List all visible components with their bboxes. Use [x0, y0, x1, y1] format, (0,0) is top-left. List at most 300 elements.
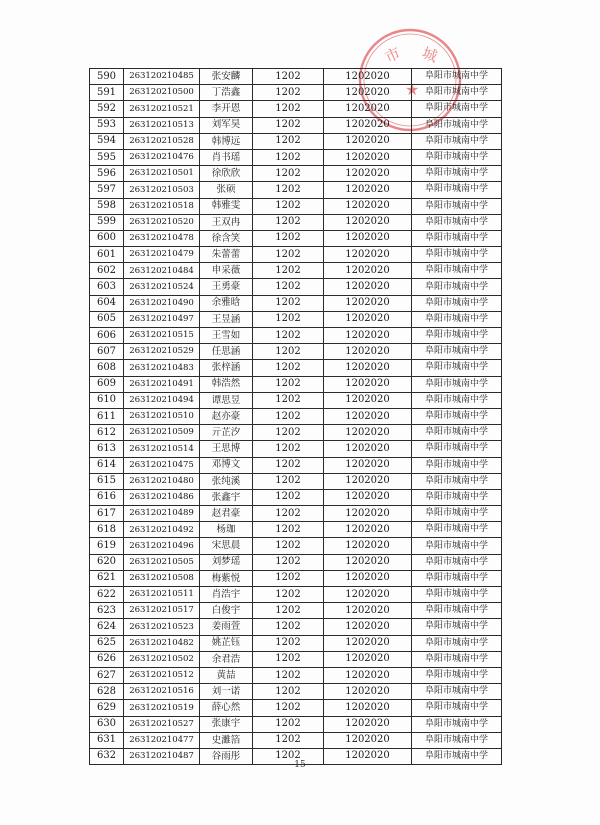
row-code-cell: 1202 — [253, 182, 324, 198]
row-school-cell: 阜阳市城南中学 — [412, 473, 502, 489]
table-row — [90, 473, 502, 489]
row-subcode-cell: 1202020 — [324, 182, 412, 198]
row-seq-cell: 631 — [90, 732, 124, 748]
roster-body — [90, 69, 502, 765]
row-seq-cell: 620 — [90, 554, 124, 570]
row-school-cell: 阜阳市城南中学 — [412, 279, 502, 295]
table-row — [90, 538, 502, 554]
page-number: 15 — [294, 760, 306, 770]
row-seq-cell: 618 — [90, 522, 124, 538]
row-code-cell: 1202 — [253, 279, 324, 295]
row-seq-cell: 611 — [90, 408, 124, 424]
row-subcode-cell: 1202020 — [324, 311, 412, 327]
row-school-cell: 阜阳市城南中学 — [412, 700, 502, 716]
row-code-cell: 1202 — [253, 360, 324, 376]
row-id-cell: 263120210510 — [124, 408, 200, 424]
row-subcode-cell: 1202020 — [324, 667, 412, 683]
row-subcode-cell: 1202020 — [324, 295, 412, 311]
svg-text:市: 市 — [382, 43, 404, 67]
row-name-cell: 韩浩然 — [200, 376, 253, 392]
table-row — [90, 554, 502, 570]
row-code-cell: 1202 — [253, 700, 324, 716]
row-name-cell: 刘军昊 — [200, 117, 253, 133]
row-subcode-cell: 1202020 — [324, 603, 412, 619]
row-name-cell: 宋思晨 — [200, 538, 253, 554]
row-school-cell: 阜阳市城南中学 — [412, 311, 502, 327]
row-seq-cell: 619 — [90, 538, 124, 554]
row-id-cell: 263120210524 — [124, 279, 200, 295]
row-id-cell: 263120210511 — [124, 587, 200, 603]
row-seq-cell: 595 — [90, 149, 124, 165]
row-code-cell: 1202 — [253, 667, 324, 683]
row-school-cell: 阜阳市城南中学 — [412, 149, 502, 165]
row-seq-cell: 629 — [90, 700, 124, 716]
row-id-cell: 263120210482 — [124, 635, 200, 651]
row-school-cell: 阜阳市城南中学 — [412, 619, 502, 635]
row-school-cell: 阜阳市城南中学 — [412, 182, 502, 198]
row-school-cell: 阜阳市城南中学 — [412, 570, 502, 586]
table-row — [90, 425, 502, 441]
row-subcode-cell: 1202020 — [324, 522, 412, 538]
table-row — [90, 133, 502, 149]
row-code-cell: 1202 — [253, 328, 324, 344]
row-subcode-cell: 1202020 — [324, 619, 412, 635]
row-id-cell: 263120210503 — [124, 182, 200, 198]
row-code-cell: 1202 — [253, 263, 324, 279]
row-name-cell: 李开恩 — [200, 101, 253, 117]
row-seq-cell: 601 — [90, 247, 124, 263]
row-seq-cell: 632 — [90, 748, 124, 764]
row-id-cell: 263120210486 — [124, 489, 200, 505]
table-row — [90, 587, 502, 603]
row-subcode-cell: 1202020 — [324, 279, 412, 295]
row-name-cell: 徐欣欣 — [200, 166, 253, 182]
row-id-cell: 263120210490 — [124, 295, 200, 311]
table-row — [90, 149, 502, 165]
table-row — [90, 344, 502, 360]
table-row — [90, 295, 502, 311]
row-name-cell: 张康宇 — [200, 716, 253, 732]
row-subcode-cell: 1202020 — [324, 117, 412, 133]
row-seq-cell: 592 — [90, 101, 124, 117]
row-school-cell: 阜阳市城南中学 — [412, 603, 502, 619]
row-id-cell: 263120210518 — [124, 198, 200, 214]
row-school-cell: 阜阳市城南中学 — [412, 392, 502, 408]
table-row — [90, 392, 502, 408]
row-name-cell: 丁浩鑫 — [200, 85, 253, 101]
row-code-cell: 1202 — [253, 457, 324, 473]
row-code-cell: 1202 — [253, 651, 324, 667]
row-name-cell: 姚芷钰 — [200, 635, 253, 651]
row-code-cell: 1202 — [253, 101, 324, 117]
row-name-cell: 肖书瑶 — [200, 149, 253, 165]
row-code-cell: 1202 — [253, 441, 324, 457]
row-school-cell: 阜阳市城南中学 — [412, 716, 502, 732]
table-row — [90, 700, 502, 716]
row-name-cell: 王雪如 — [200, 328, 253, 344]
row-school-cell: 阜阳市城南中学 — [412, 360, 502, 376]
row-subcode-cell: 1202020 — [324, 263, 412, 279]
table-row — [90, 117, 502, 133]
row-seq-cell: 597 — [90, 182, 124, 198]
row-seq-cell: 621 — [90, 570, 124, 586]
row-code-cell: 1202 — [253, 538, 324, 554]
row-subcode-cell: 1202020 — [324, 457, 412, 473]
row-seq-cell: 623 — [90, 603, 124, 619]
table-row — [90, 635, 502, 651]
row-seq-cell: 599 — [90, 214, 124, 230]
row-subcode-cell: 1202020 — [324, 748, 412, 764]
row-subcode-cell: 1202020 — [324, 635, 412, 651]
row-id-cell: 263120210485 — [124, 69, 200, 85]
row-name-cell: 余雅晗 — [200, 295, 253, 311]
row-name-cell: 白俊宇 — [200, 603, 253, 619]
row-code-cell: 1202 — [253, 198, 324, 214]
row-school-cell: 阜阳市城南中学 — [412, 408, 502, 424]
row-subcode-cell: 1202020 — [324, 489, 412, 505]
row-id-cell: 263120210521 — [124, 101, 200, 117]
table-row — [90, 247, 502, 263]
table-row — [90, 182, 502, 198]
row-school-cell: 阜阳市城南中学 — [412, 538, 502, 554]
row-id-cell: 263120210527 — [124, 716, 200, 732]
row-seq-cell: 617 — [90, 506, 124, 522]
row-name-cell: 赵亦豪 — [200, 408, 253, 424]
row-subcode-cell: 1202020 — [324, 85, 412, 101]
row-name-cell: 刘梦瑶 — [200, 554, 253, 570]
row-name-cell: 姜雨萱 — [200, 619, 253, 635]
row-id-cell: 263120210477 — [124, 732, 200, 748]
row-school-cell: 阜阳市城南中学 — [412, 230, 502, 246]
row-seq-cell: 612 — [90, 425, 124, 441]
row-name-cell: 任思涵 — [200, 344, 253, 360]
row-school-cell: 阜阳市城南中学 — [412, 684, 502, 700]
row-seq-cell: 591 — [90, 85, 124, 101]
row-subcode-cell: 1202020 — [324, 230, 412, 246]
row-code-cell: 1202 — [253, 230, 324, 246]
row-code-cell: 1202 — [253, 748, 324, 764]
row-code-cell: 1202 — [253, 716, 324, 732]
row-school-cell: 阜阳市城南中学 — [412, 441, 502, 457]
row-id-cell: 263120210523 — [124, 619, 200, 635]
table-row — [90, 506, 502, 522]
row-code-cell: 1202 — [253, 69, 324, 85]
table-row — [90, 489, 502, 505]
table-row — [90, 328, 502, 344]
row-id-cell: 263120210491 — [124, 376, 200, 392]
row-name-cell: 梅紫悦 — [200, 570, 253, 586]
row-seq-cell: 594 — [90, 133, 124, 149]
row-name-cell: 谭思昱 — [200, 392, 253, 408]
row-id-cell: 263120210487 — [124, 748, 200, 764]
row-seq-cell: 630 — [90, 716, 124, 732]
row-school-cell: 阜阳市城南中学 — [412, 69, 502, 85]
row-id-cell: 263120210501 — [124, 166, 200, 182]
row-subcode-cell: 1202020 — [324, 587, 412, 603]
row-school-cell: 阜阳市城南中学 — [412, 635, 502, 651]
row-name-cell: 刘一诺 — [200, 684, 253, 700]
table-row — [90, 570, 502, 586]
row-school-cell: 阜阳市城南中学 — [412, 214, 502, 230]
table-row — [90, 311, 502, 327]
row-school-cell: 阜阳市城南中学 — [412, 295, 502, 311]
row-seq-cell: 602 — [90, 263, 124, 279]
table-row — [90, 667, 502, 683]
row-seq-cell: 603 — [90, 279, 124, 295]
row-subcode-cell: 1202020 — [324, 360, 412, 376]
row-subcode-cell: 1202020 — [324, 344, 412, 360]
row-id-cell: 263120210475 — [124, 457, 200, 473]
row-id-cell: 263120210502 — [124, 651, 200, 667]
row-seq-cell: 627 — [90, 667, 124, 683]
row-id-cell: 263120210519 — [124, 700, 200, 716]
row-id-cell: 263120210515 — [124, 328, 200, 344]
row-id-cell: 263120210529 — [124, 344, 200, 360]
row-code-cell: 1202 — [253, 425, 324, 441]
row-seq-cell: 613 — [90, 441, 124, 457]
row-seq-cell: 598 — [90, 198, 124, 214]
row-seq-cell: 605 — [90, 311, 124, 327]
row-seq-cell: 600 — [90, 230, 124, 246]
table-row — [90, 603, 502, 619]
row-name-cell: 王勇豪 — [200, 279, 253, 295]
row-id-cell: 263120210497 — [124, 311, 200, 327]
row-subcode-cell: 1202020 — [324, 198, 412, 214]
table-row — [90, 522, 502, 538]
row-id-cell: 263120210517 — [124, 603, 200, 619]
row-name-cell: 薛心然 — [200, 700, 253, 716]
row-seq-cell: 626 — [90, 651, 124, 667]
table-row — [90, 101, 502, 117]
row-subcode-cell: 1202020 — [324, 732, 412, 748]
row-subcode-cell: 1202020 — [324, 214, 412, 230]
table-row — [90, 376, 502, 392]
row-subcode-cell: 1202020 — [324, 651, 412, 667]
table-row — [90, 360, 502, 376]
row-code-cell: 1202 — [253, 522, 324, 538]
svg-text:★: ★ — [405, 80, 420, 99]
row-school-cell: 阜阳市城南中学 — [412, 344, 502, 360]
row-code-cell: 1202 — [253, 149, 324, 165]
row-school-cell: 阜阳市城南中学 — [412, 425, 502, 441]
row-subcode-cell: 1202020 — [324, 716, 412, 732]
row-code-cell: 1202 — [253, 732, 324, 748]
row-name-cell: 王思博 — [200, 441, 253, 457]
row-seq-cell: 624 — [90, 619, 124, 635]
row-school-cell: 阜阳市城南中学 — [412, 457, 502, 473]
row-seq-cell: 614 — [90, 457, 124, 473]
row-id-cell: 263120210509 — [124, 425, 200, 441]
row-subcode-cell: 1202020 — [324, 247, 412, 263]
table-row — [90, 166, 502, 182]
row-school-cell: 阜阳市城南中学 — [412, 667, 502, 683]
row-name-cell: 张鑫宇 — [200, 489, 253, 505]
row-school-cell: 阜阳市城南中学 — [412, 587, 502, 603]
row-school-cell: 阜阳市城南中学 — [412, 732, 502, 748]
row-code-cell: 1202 — [253, 247, 324, 263]
row-code-cell: 1202 — [253, 117, 324, 133]
row-name-cell: 余君浩 — [200, 651, 253, 667]
row-code-cell: 1202 — [253, 166, 324, 182]
row-subcode-cell: 1202020 — [324, 408, 412, 424]
row-school-cell: 阜阳市城南中学 — [412, 506, 502, 522]
row-school-cell: 阜阳市城南中学 — [412, 489, 502, 505]
table-row — [90, 198, 502, 214]
row-code-cell: 1202 — [253, 392, 324, 408]
row-id-cell: 263120210505 — [124, 554, 200, 570]
row-name-cell: 史濉箔 — [200, 732, 253, 748]
row-code-cell: 1202 — [253, 506, 324, 522]
row-school-cell: 阜阳市城南中学 — [412, 85, 502, 101]
row-id-cell: 263120210512 — [124, 667, 200, 683]
row-subcode-cell: 1202020 — [324, 554, 412, 570]
row-school-cell: 阜阳市城南中学 — [412, 263, 502, 279]
row-code-cell: 1202 — [253, 311, 324, 327]
table-row — [90, 263, 502, 279]
row-name-cell: 邓博文 — [200, 457, 253, 473]
table-row — [90, 441, 502, 457]
row-id-cell: 263120210489 — [124, 506, 200, 522]
row-code-cell: 1202 — [253, 214, 324, 230]
svg-text:城: 城 — [419, 43, 440, 66]
row-code-cell: 1202 — [253, 133, 324, 149]
row-id-cell: 263120210483 — [124, 360, 200, 376]
row-seq-cell: 606 — [90, 328, 124, 344]
row-school-cell: 阜阳市城南中学 — [412, 198, 502, 214]
row-seq-cell: 628 — [90, 684, 124, 700]
row-subcode-cell: 1202020 — [324, 570, 412, 586]
row-school-cell: 阜阳市城南中学 — [412, 133, 502, 149]
table-row — [90, 279, 502, 295]
row-code-cell: 1202 — [253, 473, 324, 489]
row-code-cell: 1202 — [253, 376, 324, 392]
row-subcode-cell: 1202020 — [324, 149, 412, 165]
row-name-cell: 韩博远 — [200, 133, 253, 149]
row-code-cell: 1202 — [253, 635, 324, 651]
row-name-cell: 黄喆 — [200, 667, 253, 683]
row-code-cell: 1202 — [253, 587, 324, 603]
row-id-cell: 263120210480 — [124, 473, 200, 489]
row-name-cell: 韩雅雯 — [200, 198, 253, 214]
row-subcode-cell: 1202020 — [324, 133, 412, 149]
row-seq-cell: 590 — [90, 69, 124, 85]
row-name-cell: 王双冉 — [200, 214, 253, 230]
row-seq-cell: 607 — [90, 344, 124, 360]
row-code-cell: 1202 — [253, 570, 324, 586]
table-row — [90, 732, 502, 748]
row-name-cell: 谷雨彤 — [200, 748, 253, 764]
row-subcode-cell: 1202020 — [324, 166, 412, 182]
row-name-cell: 朱蕾蕾 — [200, 247, 253, 263]
row-code-cell: 1202 — [253, 408, 324, 424]
row-subcode-cell: 1202020 — [324, 101, 412, 117]
row-subcode-cell: 1202020 — [324, 506, 412, 522]
row-seq-cell: 609 — [90, 376, 124, 392]
row-subcode-cell: 1202020 — [324, 700, 412, 716]
row-name-cell: 张纯溪 — [200, 473, 253, 489]
row-code-cell: 1202 — [253, 684, 324, 700]
row-school-cell: 阜阳市城南中学 — [412, 748, 502, 764]
row-id-cell: 263120210520 — [124, 214, 200, 230]
table-row — [90, 230, 502, 246]
row-id-cell: 263120210476 — [124, 149, 200, 165]
row-school-cell: 阜阳市城南中学 — [412, 376, 502, 392]
row-subcode-cell: 1202020 — [324, 328, 412, 344]
row-id-cell: 263120210513 — [124, 117, 200, 133]
table-row — [90, 619, 502, 635]
row-name-cell: 张安麟 — [200, 69, 253, 85]
table-row — [90, 69, 502, 85]
row-seq-cell: 593 — [90, 117, 124, 133]
row-id-cell: 263120210484 — [124, 263, 200, 279]
row-name-cell: 张梓涵 — [200, 360, 253, 376]
student-roster-table — [89, 68, 502, 765]
table-row — [90, 716, 502, 732]
row-school-cell: 阜阳市城南中学 — [412, 247, 502, 263]
row-subcode-cell: 1202020 — [324, 425, 412, 441]
table-row — [90, 214, 502, 230]
row-school-cell: 阜阳市城南中学 — [412, 101, 502, 117]
row-school-cell: 阜阳市城南中学 — [412, 328, 502, 344]
row-code-cell: 1202 — [253, 85, 324, 101]
row-subcode-cell: 1202020 — [324, 69, 412, 85]
row-seq-cell: 615 — [90, 473, 124, 489]
row-id-cell: 263120210500 — [124, 85, 200, 101]
row-id-cell: 263120210514 — [124, 441, 200, 457]
row-id-cell: 263120210516 — [124, 684, 200, 700]
row-seq-cell: 610 — [90, 392, 124, 408]
row-subcode-cell: 1202020 — [324, 473, 412, 489]
table-row — [90, 684, 502, 700]
row-id-cell: 263120210479 — [124, 247, 200, 263]
row-name-cell: 徐含笑 — [200, 230, 253, 246]
row-code-cell: 1202 — [253, 295, 324, 311]
row-school-cell: 阜阳市城南中学 — [412, 651, 502, 667]
row-subcode-cell: 1202020 — [324, 392, 412, 408]
row-code-cell: 1202 — [253, 603, 324, 619]
row-code-cell: 1202 — [253, 554, 324, 570]
table-row — [90, 408, 502, 424]
row-id-cell: 263120210478 — [124, 230, 200, 246]
row-name-cell: 肖浩宇 — [200, 587, 253, 603]
row-name-cell: 亓芷汐 — [200, 425, 253, 441]
row-seq-cell: 622 — [90, 587, 124, 603]
row-id-cell: 263120210508 — [124, 570, 200, 586]
row-subcode-cell: 1202020 — [324, 538, 412, 554]
table-row — [90, 85, 502, 101]
row-id-cell: 263120210494 — [124, 392, 200, 408]
row-school-cell: 阜阳市城南中学 — [412, 117, 502, 133]
row-code-cell: 1202 — [253, 344, 324, 360]
row-seq-cell: 596 — [90, 166, 124, 182]
row-subcode-cell: 1202020 — [324, 376, 412, 392]
row-seq-cell: 608 — [90, 360, 124, 376]
row-seq-cell: 616 — [90, 489, 124, 505]
row-id-cell: 263120210496 — [124, 538, 200, 554]
table-row — [90, 457, 502, 473]
row-name-cell: 张硕 — [200, 182, 253, 198]
row-code-cell: 1202 — [253, 489, 324, 505]
row-name-cell: 王昱涵 — [200, 311, 253, 327]
row-name-cell: 赵君豪 — [200, 506, 253, 522]
row-school-cell: 阜阳市城南中学 — [412, 522, 502, 538]
row-id-cell: 263120210492 — [124, 522, 200, 538]
row-subcode-cell: 1202020 — [324, 684, 412, 700]
table-row — [90, 651, 502, 667]
row-id-cell: 263120210528 — [124, 133, 200, 149]
row-name-cell: 杨珈 — [200, 522, 253, 538]
row-name-cell: 申采薇 — [200, 263, 253, 279]
